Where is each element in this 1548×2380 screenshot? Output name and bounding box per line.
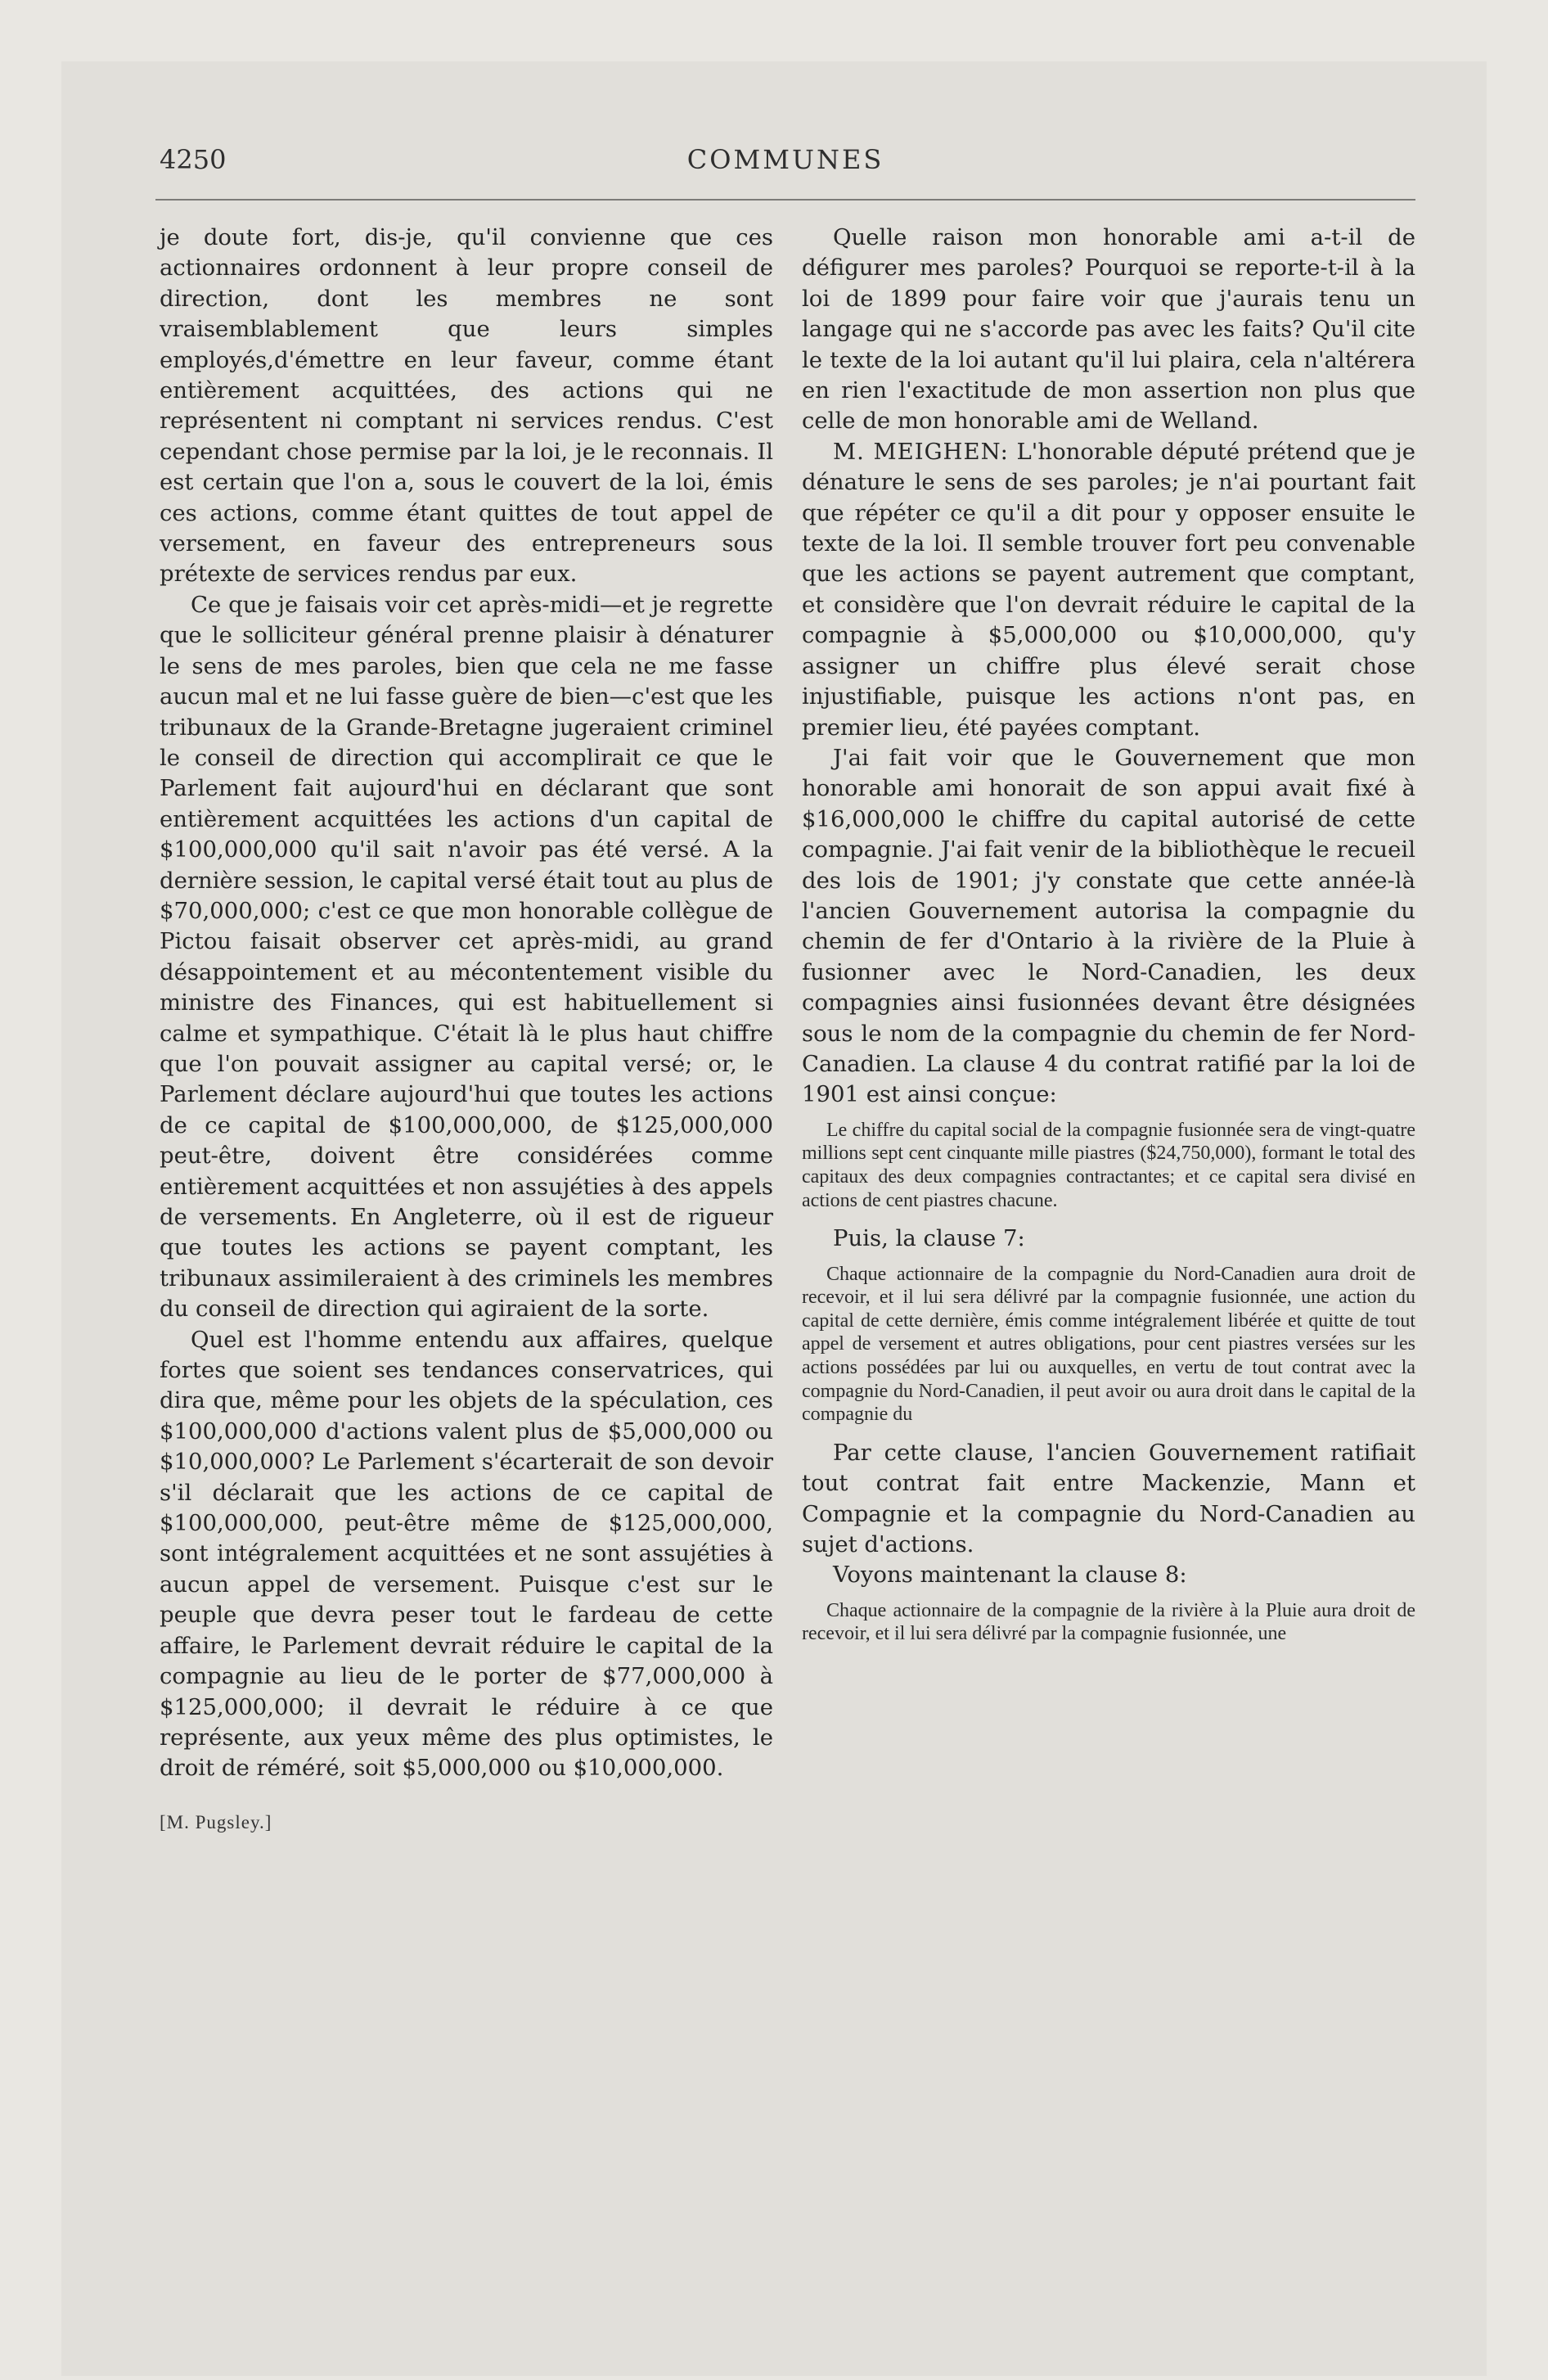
paragraph: Par cette clause, l'ancien Gouvernement ratifiait tout contrat fait entre Mackenzie, Mann et Compagnie et la compagnie du Nord-Canadien au sujet d'actions. — [802, 1439, 1415, 1557]
speaker-note: [M. Pugsley.] — [160, 1811, 272, 1832]
running-head: COMMUNES — [686, 144, 884, 175]
paragraph: Quelle raison mon honorable ami a-t-il de défigurer mes paroles? Pourquoi se reporte-t-il à la loi de 1899 pour faire voir que j'aurais tenu un langage qui ne s'accorde pas avec les faits? Qu'il cite le texte de la loi autant qu'il lui plaira, cela n'altérera en rien l'exactitude de mon assertion non plus que celle de mon honorable ami de Welland. — [802, 224, 1415, 435]
block-quote: Chaque actionnaire de la compagnie de la rivière à la Pluie aura droit de recevoir, et il lui sera délivré par la compagnie fusionnée, une — [802, 1599, 1415, 1645]
right-column — [802, 223, 1415, 1657]
page-number: 4250 — [160, 144, 227, 175]
paragraph: je doute fort, dis-je, qu'il convienne que ces actionnaires ordonnent à leur propre conseil de direction, dont les membres ne sont vraisemblablement que leurs simples employés,d'émettre en leur faveur, comme étant entièrement acquittées, des actions qui ne représentent ni comptant ni services rendus. C'est cependant chose permise par la loi, je le reconnais. Il est certain que l'on a, sous le couvert de la loi, émis ces actions, comme étant quittes de tout appel de versement, en faveur des entrepreneurs sous prétexte de services rendus par eux. — [160, 224, 773, 588]
speaker-text: L'honorable député prétend que je dénature le sens de ses paroles; je n'ai pourtant fait que répéter ce qu'il a dit pour y opposer ensuite le texte de la loi. Il semble trouver fort peu convenable que les actions se payent autrement que comptant, et considère que l'on devrait réduire le capital de la compagnie à $5,000,000 ou $10,000,000, qu'y assigner un chiffre plus élevé serait chose injustifiable, puisque les actions n'ont pas, en premier lieu, été payées comptant. — [802, 438, 1415, 741]
block-quote: Chaque actionnaire de la compagnie du Nord-Canadien aura droit de recevoir, et il lui sera délivré par la compagnie fusionnée, une action du capital de cette dernière, émis comme intégralement libérée et quitte de tout appel de versement et autres obligations, pour cent piastres versées sur les actions possédées par lui ou auxquelles, en vertu de tout contrat avec la compagnie du Nord-Canadien, il peut avoir ou aura droit dans le capital de la compagnie du — [802, 1263, 1415, 1426]
speaker-name: M. MEIGHEN: — [833, 438, 1009, 465]
paragraph: J'ai fait voir que le Gouvernement que mon honorable ami honorait de son appui avait fixé à $16,000,000 le chiffre du capital autorisé de cette compagnie. J'ai fait venir de la bibliothèque le recueil des lois de 1901; j'y constate que cette année-là l'ancien Gouvernement autorisa la compagnie du chemin de fer d'Ontario à la rivière de la Pluie à fusionner avec le Nord-Canadien, les deux compagnies ainsi fusionnées devant être désignées sous le nom de la compagnie du chemin de fer Nord-Canadien. La clause 4 du contrat ratifié par la loi de 1901 est ainsi conçue: — [802, 744, 1415, 1108]
block-quote: Le chiffre du capital social de la compagnie fusionnée sera de vingt-quatre millions sept cent cinquante mille piastres ($24,750,000), formant le total des capitaux des deux compagnies contractantes; et ce capital sera divisé en actions de cent piastres chacune. — [802, 1119, 1415, 1211]
paragraph: Puis, la clause 7: — [833, 1225, 1025, 1252]
page-header — [160, 141, 1411, 190]
paragraph: Quel est l'homme entendu aux affaires, quelque fortes que soient ses tendances conservatrices, qui dira que, même pour les objets de la spéculation, ces $100,000,000 d'actions valent plus de $5,000,000 ou $10,000,000? Le Parlement s'écarterait de son devoir s'il déclarait que les actions de ce capital de $100,000,000, peut-être même de $125,000,000, sont intégralement acquittées et ne sont assujéties à aucun appel de versement. Puisque c'est sur le peuple que devra peser tout le fardeau de cette affaire, le Parlement devrait réduire le capital de la compagnie au lieu de le porter de $77,000,000 à $125,000,000; il devrait le réduire à ce que représente, aux yeux même des plus optimistes, le droit de réméré, soit $5,000,000 ou $10,000,000. — [160, 1326, 773, 1782]
left-column — [160, 223, 773, 1833]
header-rule — [155, 199, 1415, 201]
paragraph: Voyons maintenant la clause 8: — [833, 1562, 1187, 1589]
speaker-paragraph — [802, 437, 1415, 743]
paragraph: Ce que je faisais voir cet après-midi—et je regrette que le solliciteur général prenne plaisir à dénaturer le sens de mes paroles, bien que cela ne me fasse aucun mal et ne lui fasse guère de bien—c'est que les tribunaux de la Grande-Bretagne jugeraient criminel le conseil de direction qui accomplirait ce que le Parlement fait aujourd'hui en déclarant que sont entièrement acquittées les actions d'un capital de $100,000,000 qu'il sait n'avoir pas été versé. A la dernière session, le capital versé était tout au plus de $70,000,000; c'est ce que mon honorable collègue de Pictou faisait observer cet après-midi, au grand désappointement et au mécontentement visible du ministre des Finances, qui est habituellement si calme et sympathique. C'était là le plus haut chiffre que l'on pouvait assigner au capital versé; or, le Parlement déclare aujourd'hui que toutes les actions de ce capital de $100,000,000, de $125,000,000 peut-être, doivent être considérées comme entièrement acquittées et non assujéties à des appels de versements. En Angleterre, où il est de rigueur que toutes les actions se payent comptant, les tribunaux assimileraient à des criminels les membres du conseil de direction qui agiraient de la sorte. — [160, 591, 773, 1323]
